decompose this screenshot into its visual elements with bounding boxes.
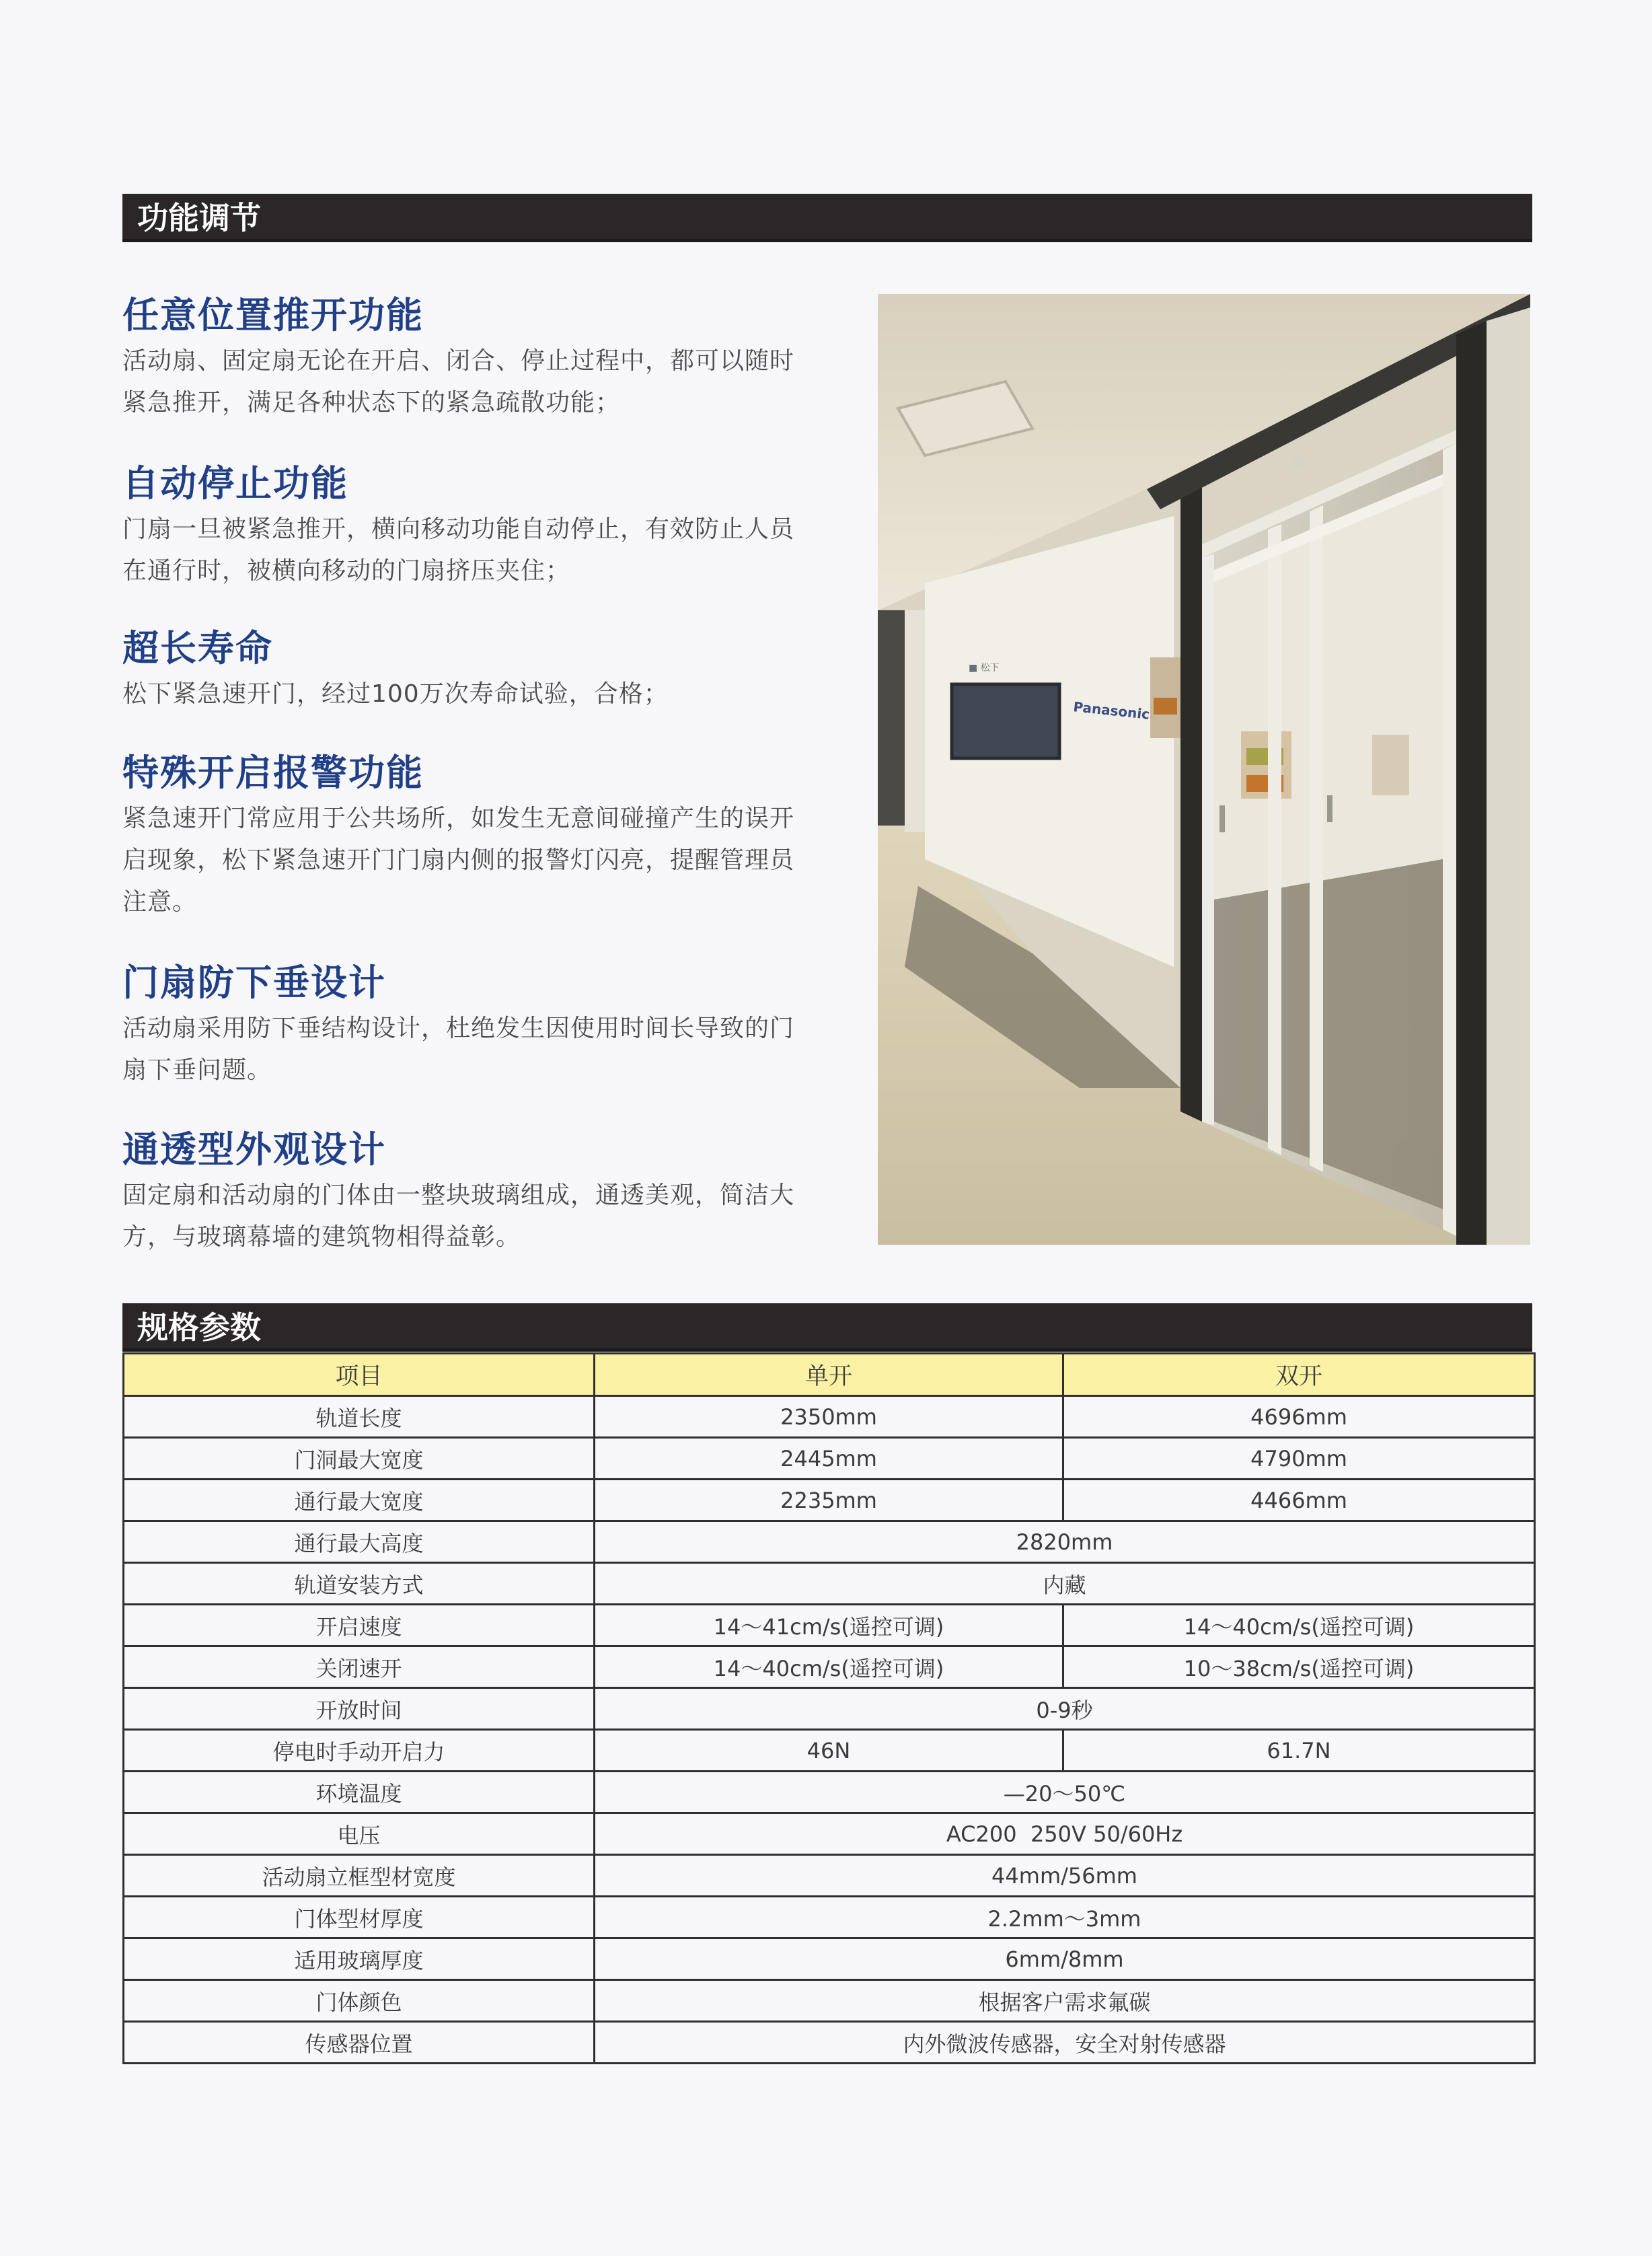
table-cell: 14～40cm/s(遥控可调) xyxy=(595,1646,1063,1688)
table-row xyxy=(124,1897,1535,1938)
table-cell: 4696mm xyxy=(1063,1396,1535,1438)
table-cell: 2235mm xyxy=(595,1480,1063,1521)
column-header: 单开 xyxy=(595,1354,1063,1396)
table-cell: 电压 xyxy=(124,1813,595,1855)
svg-text:■ 松下: ■ 松下 xyxy=(969,663,1000,674)
feature-item xyxy=(122,961,835,1091)
table-cell: 开放时间 xyxy=(124,1688,595,1730)
door-photo-illustration xyxy=(878,294,1530,1245)
section-title: 规格参数 xyxy=(137,1309,261,1346)
table-row xyxy=(124,1396,1535,1438)
section-header-specs xyxy=(122,1303,1532,1352)
table-cell: 根据客户需求氟碳 xyxy=(595,1980,1535,2022)
table-cell: 4790mm xyxy=(1063,1438,1535,1480)
table-cell: 活动扇立框型材宽度 xyxy=(124,1855,595,1897)
table-cell: 适用玻璃厚度 xyxy=(124,1938,595,1980)
table-row xyxy=(124,1521,1535,1563)
table-row xyxy=(124,1605,1535,1646)
section-header-functions xyxy=(122,194,1532,242)
table-cell: 通行最大宽度 xyxy=(124,1480,595,1521)
table-cell: 轨道安装方式 xyxy=(124,1563,595,1605)
table-row xyxy=(124,1980,1535,2022)
table-cell: 6mm/8mm xyxy=(595,1938,1535,1980)
table-row xyxy=(124,2022,1535,2064)
table-cell: 2350mm xyxy=(595,1396,1063,1438)
feature-title: 自动停止功能 xyxy=(122,462,348,505)
table-row xyxy=(124,1563,1535,1605)
feature-desc: 活动扇、固定扇无论在开启、闭合、停止过程中，都可以随时 紧急推开，满足各种状态下的紧急疏散功能； xyxy=(122,347,795,416)
table-row xyxy=(124,1480,1535,1521)
feature-desc: 门扇一旦被紧急推开，横向移动功能自动停止，有效防止人员 在通行时，被横向移动的门扇挤压夹住； xyxy=(122,515,795,585)
table-cell: 10～38cm/s(遥控可调) xyxy=(1063,1646,1535,1688)
feature-item xyxy=(122,293,835,424)
table-cell: 14～40cm/s(遥控可调) xyxy=(1063,1605,1535,1646)
table-row xyxy=(124,1646,1535,1688)
table-cell: 内藏 xyxy=(595,1563,1535,1605)
table-cell: 14～41cm/s(遥控可调) xyxy=(595,1605,1063,1646)
table-row xyxy=(124,1813,1535,1855)
table-row xyxy=(124,1688,1535,1730)
table-cell: 61.7N xyxy=(1063,1730,1535,1772)
table-row xyxy=(124,1855,1535,1897)
table-row xyxy=(124,1730,1535,1772)
table-cell: 关闭速开 xyxy=(124,1646,595,1688)
feature-item xyxy=(122,462,835,592)
table-cell: AC200 250V 50/60Hz xyxy=(595,1813,1535,1855)
panasonic-sign: Panasonic xyxy=(1072,698,1151,723)
table-row xyxy=(124,1772,1535,1813)
table-cell: 2.2mm～3mm xyxy=(595,1897,1535,1938)
table-cell: 停电时手动开启力 xyxy=(124,1730,595,1772)
column-header: 项目 xyxy=(124,1354,595,1396)
table-cell: 4466mm xyxy=(1063,1480,1535,1521)
table-cell: 门洞最大宽度 xyxy=(124,1438,595,1480)
feature-title: 特殊开启报警功能 xyxy=(122,752,424,794)
feature-desc: 松下紧急速开门，经过100万次寿命试验，合格； xyxy=(122,680,669,708)
column-header: 双开 xyxy=(1063,1354,1535,1396)
feature-item xyxy=(122,626,835,715)
table-cell: 环境温度 xyxy=(124,1772,595,1813)
table-cell: 门体型材厚度 xyxy=(124,1897,595,1938)
table-cell: 门体颜色 xyxy=(124,1980,595,2022)
table-cell: 内外微波传感器，安全对射传感器 xyxy=(595,2022,1535,2064)
table-row xyxy=(124,1438,1535,1480)
feature-item xyxy=(122,751,835,923)
table-row xyxy=(124,1938,1535,1980)
table-cell: 46N xyxy=(595,1730,1063,1772)
table-cell: 2820mm xyxy=(595,1521,1535,1563)
table-header-row xyxy=(124,1354,1535,1396)
table-cell: 0-9秒 xyxy=(595,1688,1535,1730)
feature-title: 门扇防下垂设计 xyxy=(122,961,386,1004)
feature-desc: 固定扇和活动扇的门体由一整块玻璃组成，通透美观，简洁大 方，与玻璃幕墙的建筑物相得益彰。 xyxy=(122,1181,795,1251)
feature-title: 任意位置推开功能 xyxy=(122,294,424,336)
table-cell: 开启速度 xyxy=(124,1605,595,1646)
table-cell: 2445mm xyxy=(595,1438,1063,1480)
table-cell: 传感器位置 xyxy=(124,2022,595,2064)
feature-title: 通透型外观设计 xyxy=(122,1128,386,1171)
feature-desc: 紧急速开门常应用于公共场所，如发生无意间碰撞产生的误开 启现象，松下紧急速开门门扇内侧的报警灯闪亮，提醒管理员 注意。 xyxy=(122,805,795,916)
section-title: 功能调节 xyxy=(137,200,261,236)
feature-desc: 活动扇采用防下垂结构设计，杜绝发生因使用时间长导致的门 扇下垂问题。 xyxy=(122,1015,795,1084)
table-cell: —20～50℃ xyxy=(595,1772,1535,1813)
table-cell: 通行最大高度 xyxy=(124,1521,595,1563)
table-cell: 44mm/56mm xyxy=(595,1855,1535,1897)
door-photo xyxy=(878,294,1530,1245)
spec-table xyxy=(122,1352,1536,2064)
table-cell: 轨道长度 xyxy=(124,1396,595,1438)
feature-title: 超长寿命 xyxy=(122,627,273,669)
feature-item xyxy=(122,1128,835,1258)
